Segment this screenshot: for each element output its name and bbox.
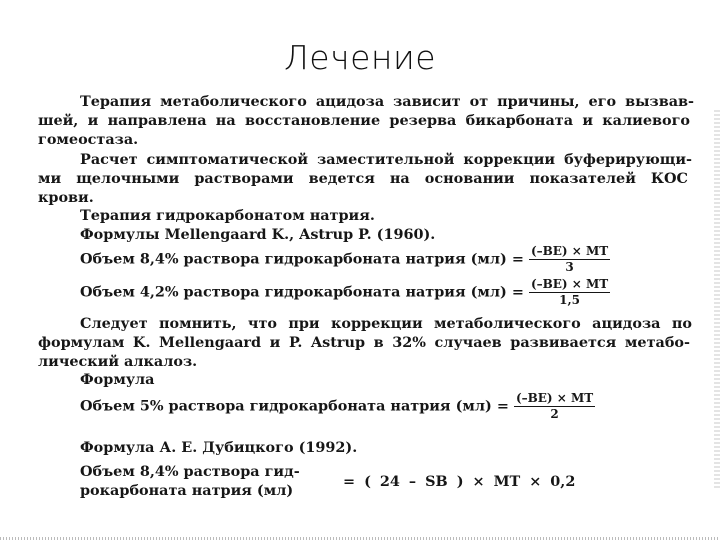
scanned-text-page (38, 92, 694, 512)
paragraph-3-line-3: лический алкалоз. (38, 353, 198, 370)
formula-1-left: Объем 8,4% раствора гидрокарбоната натрия (мл) = (80, 250, 524, 268)
paragraph-3-line-1: Следует помнить, что при коррекции метаболического ацидоза по (80, 315, 692, 332)
slide-title: Лечение (283, 38, 437, 77)
formula-4-left-line-2: рокарбоната натрия (мл) (80, 482, 294, 499)
formula-4-left-line-1: Объем 8,4% раствора гид- (80, 463, 300, 480)
formula-4-right: = ( 24 – SB ) × МТ × 0,2 (343, 473, 576, 490)
formula-2-denominator: 1,5 (559, 293, 581, 307)
heading-formula: Формула (80, 371, 155, 388)
paragraph-3-line-2: формулам K. Mellengaard и P. Astrup в 32% случаев развивается метабо- (38, 334, 690, 351)
formula-3-denominator: 2 (550, 407, 559, 421)
formula-2 (80, 278, 610, 307)
formula-2-left: Объем 4,2% раствора гидрокарбоната натрия (мл) = (80, 283, 524, 301)
heading-mellengaard-astrup: Формулы Mellengaard K., Astrup P. (1960). (80, 226, 436, 243)
paragraph-2-line-1: Расчет симптоматической заместительной коррекции буферирующи- (80, 151, 692, 168)
formula-1 (80, 245, 610, 274)
formula-3 (80, 392, 595, 421)
paragraph-2-line-2: ми щелочными растворами ведется на основании показателей КОС (38, 170, 688, 187)
paragraph-1-line-1: Терапия метаболического ацидоза зависит от причины, его вызвав- (80, 93, 694, 110)
formula-2-numerator: (–BE) × МТ (530, 277, 609, 291)
paragraph-2-line-3: крови. (38, 189, 94, 206)
paragraph-1-line-3: гомеостаза. (38, 131, 139, 148)
formula-3-fraction (514, 392, 595, 421)
formula-1-denominator: 3 (565, 260, 574, 274)
paragraph-1-line-2: шей, и направлена на восстановление резерва бикарбоната и калиевого (38, 112, 690, 129)
formula-1-numerator: (–BE) × МТ (530, 244, 609, 258)
heading-dubitsky: Формула А. Е. Дубицкого (1992). (80, 439, 358, 456)
formula-3-left: Объем 5% раствора гидрокарбоната натрия (мл) = (80, 397, 509, 415)
formula-3-numerator: (–BE) × МТ (515, 391, 594, 405)
scan-edge-artifact (714, 110, 720, 490)
formula-1-fraction (529, 245, 610, 274)
heading-sodium-bicarbonate: Терапия гидрокарбонатом натрия. (80, 207, 375, 224)
formula-2-fraction (529, 278, 610, 307)
